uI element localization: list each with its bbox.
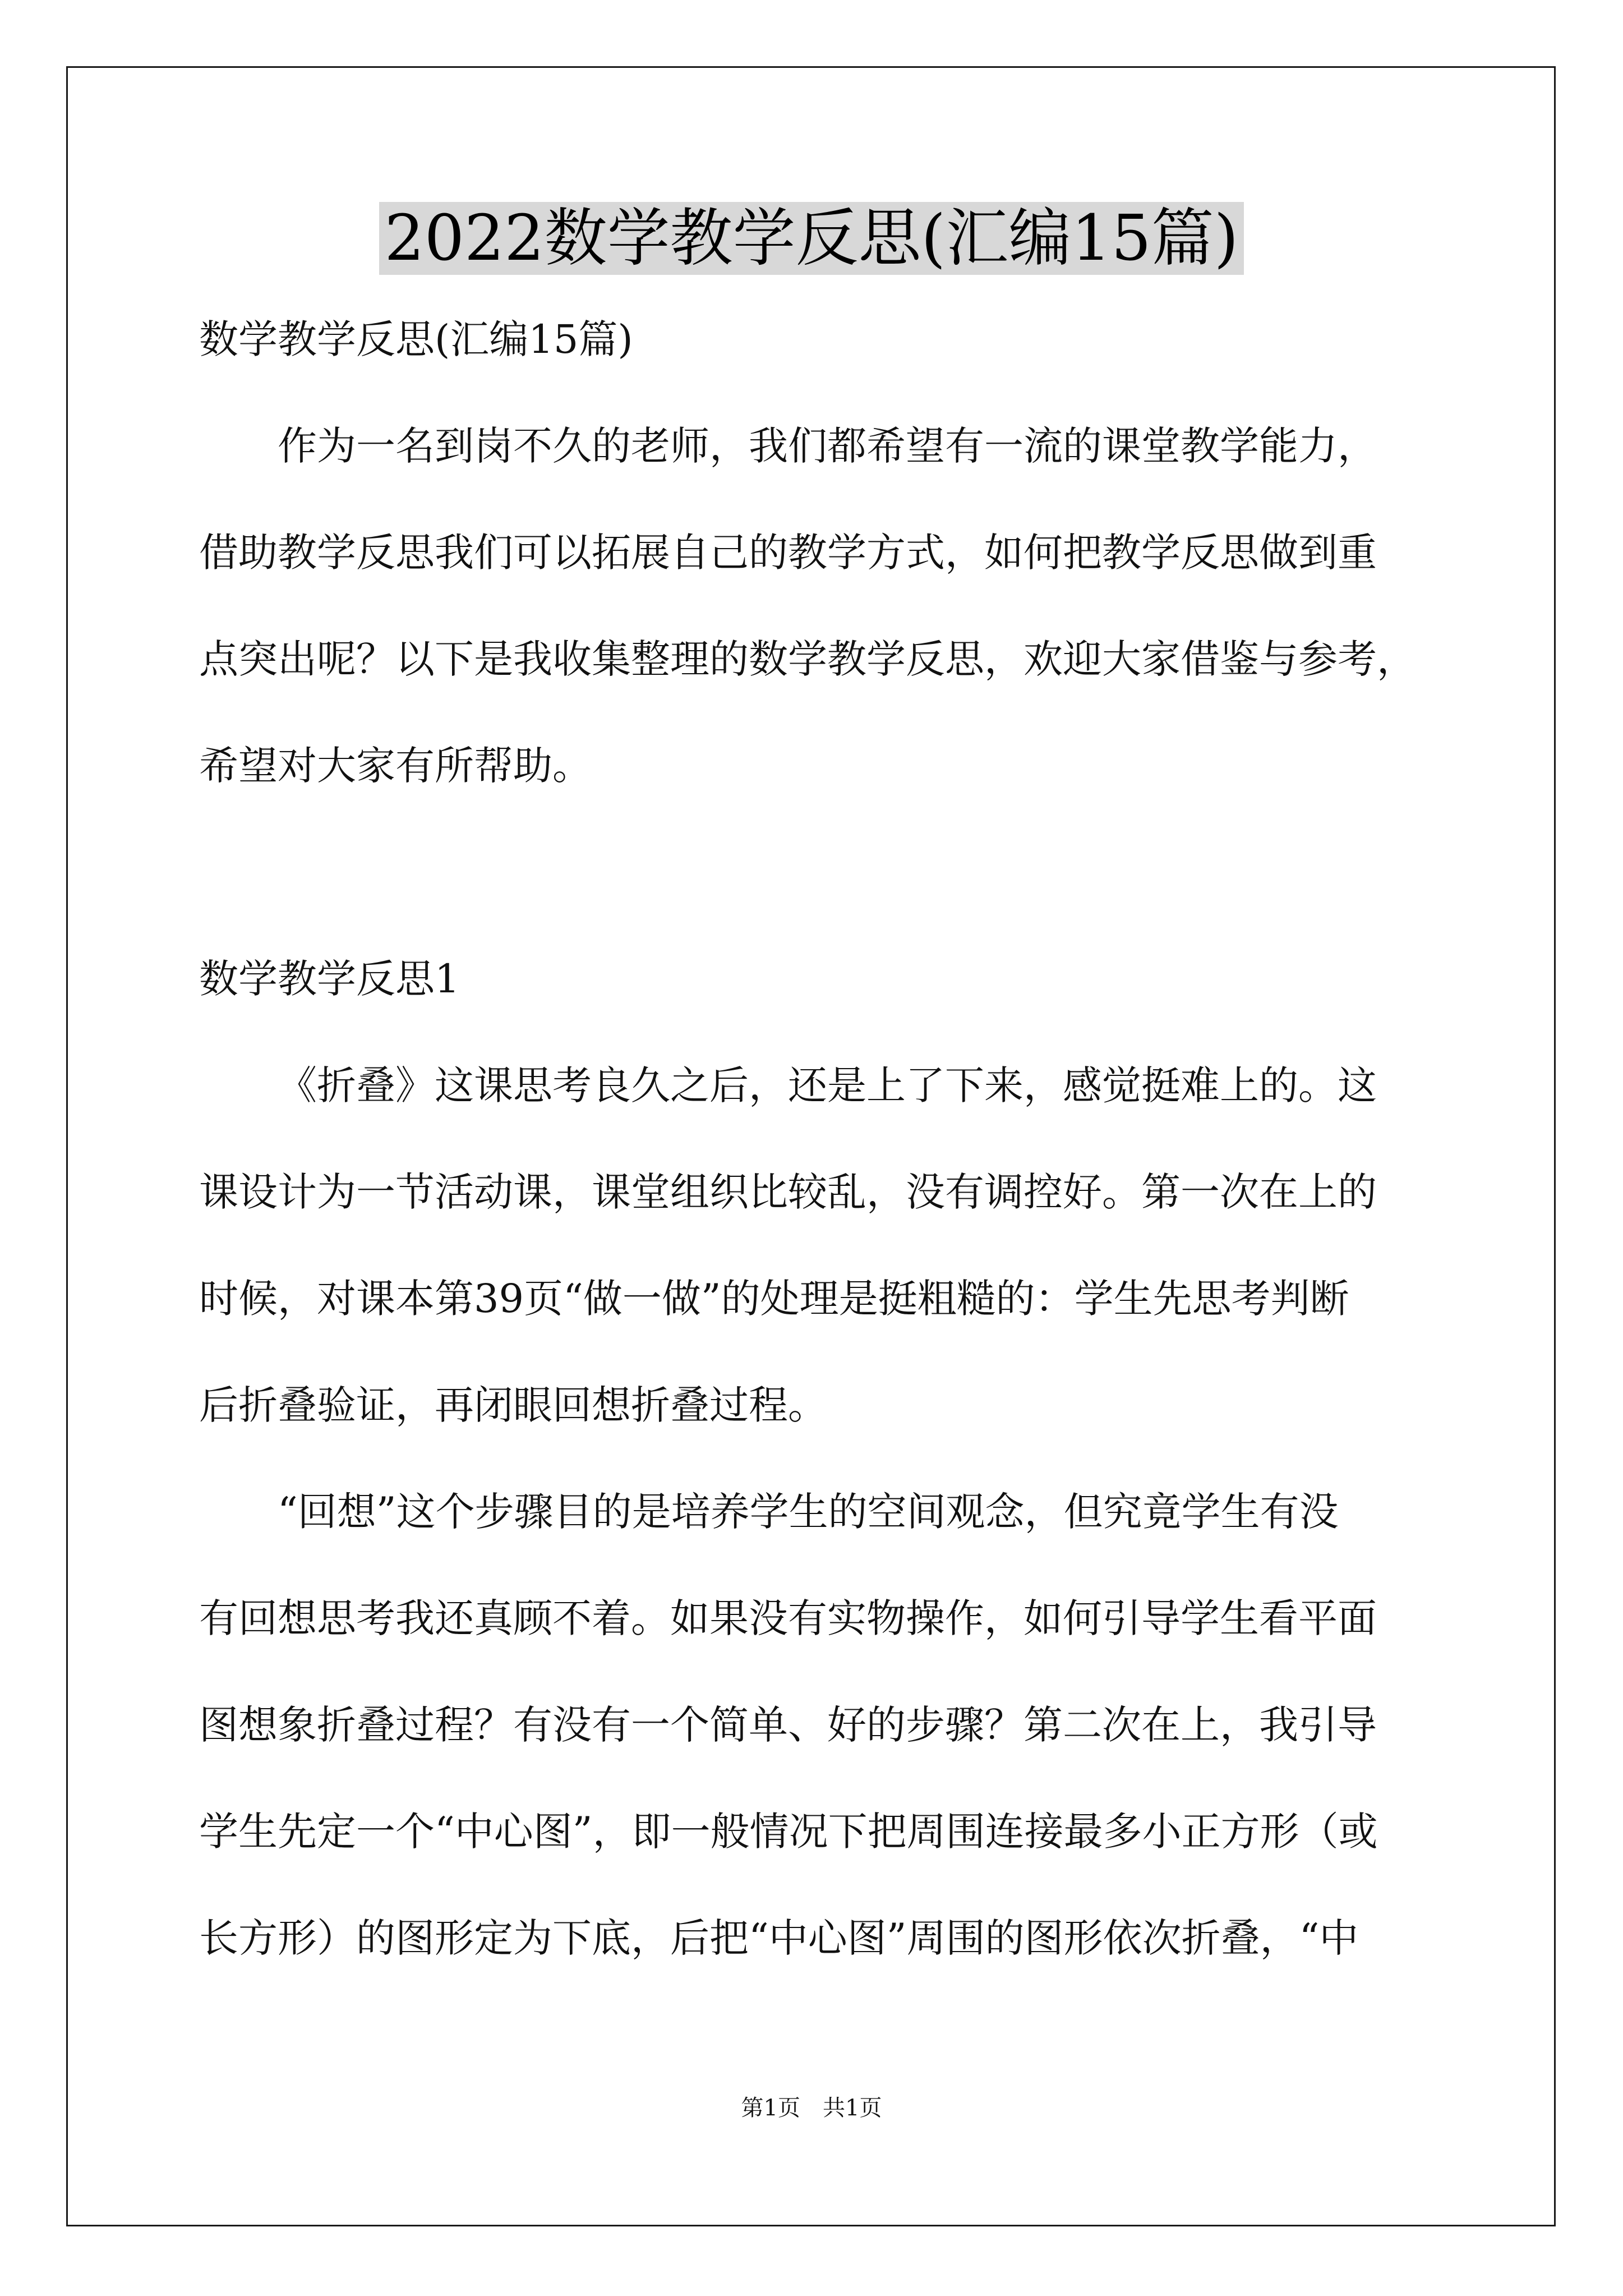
paragraph-line: 后折叠验证，再闭眼回想折叠过程。: [199, 1382, 827, 1428]
paragraph-line: 学生先定一个“中心图”，即一般情况下把周围连接最多小正方形（或: [199, 1809, 1378, 1855]
intro-line: 希望对大家有所帮助。: [199, 743, 592, 789]
page-footer: 第1页 共1页: [741, 2095, 882, 2121]
paragraph-line: “回想”这个步骤目的是培养学生的空间观念，但究竟学生有没: [278, 1489, 1339, 1535]
intro-line: 点突出呢？以下是我收集整理的数学教学反思，欢迎大家借鉴与参考，: [199, 636, 1416, 682]
paragraph-line: 《折叠》这课思考良久之后，还是上了下来，感觉挺难上的。这: [278, 1062, 1377, 1108]
paragraph-line: 图想象折叠过程？有没有一个简单、好的步骤？第二次在上，我引导: [199, 1702, 1377, 1748]
paragraph-line: 时候，对课本第39页“做一做”的处理是挺粗糙的：学生先思考判断: [199, 1276, 1349, 1322]
document-subtitle: 数学教学反思(汇编15篇): [199, 316, 633, 362]
section-heading: 数学教学反思1: [199, 956, 460, 1002]
intro-line: 借助教学反思我们可以拓展自己的教学方式，如何把教学反思做到重: [199, 530, 1377, 576]
document-title-text: 2022数学教学反思(汇编15篇): [379, 202, 1244, 275]
document-title: [0, 199, 1623, 278]
paragraph-line: 长方形）的图形定为下底，后把“中心图”周围的图形依次折叠，“中: [199, 1915, 1359, 1961]
intro-line: 作为一名到岗不久的老师，我们都希望有一流的课堂教学能力，: [278, 423, 1377, 469]
paragraph-line: 课设计为一节活动课，课堂组织比较乱，没有调控好。第一次在上的: [199, 1169, 1377, 1215]
page-border: [66, 66, 1556, 2226]
paragraph-line: 有回想思考我还真顾不着。如果没有实物操作，如何引导学生看平面: [199, 1595, 1377, 1641]
